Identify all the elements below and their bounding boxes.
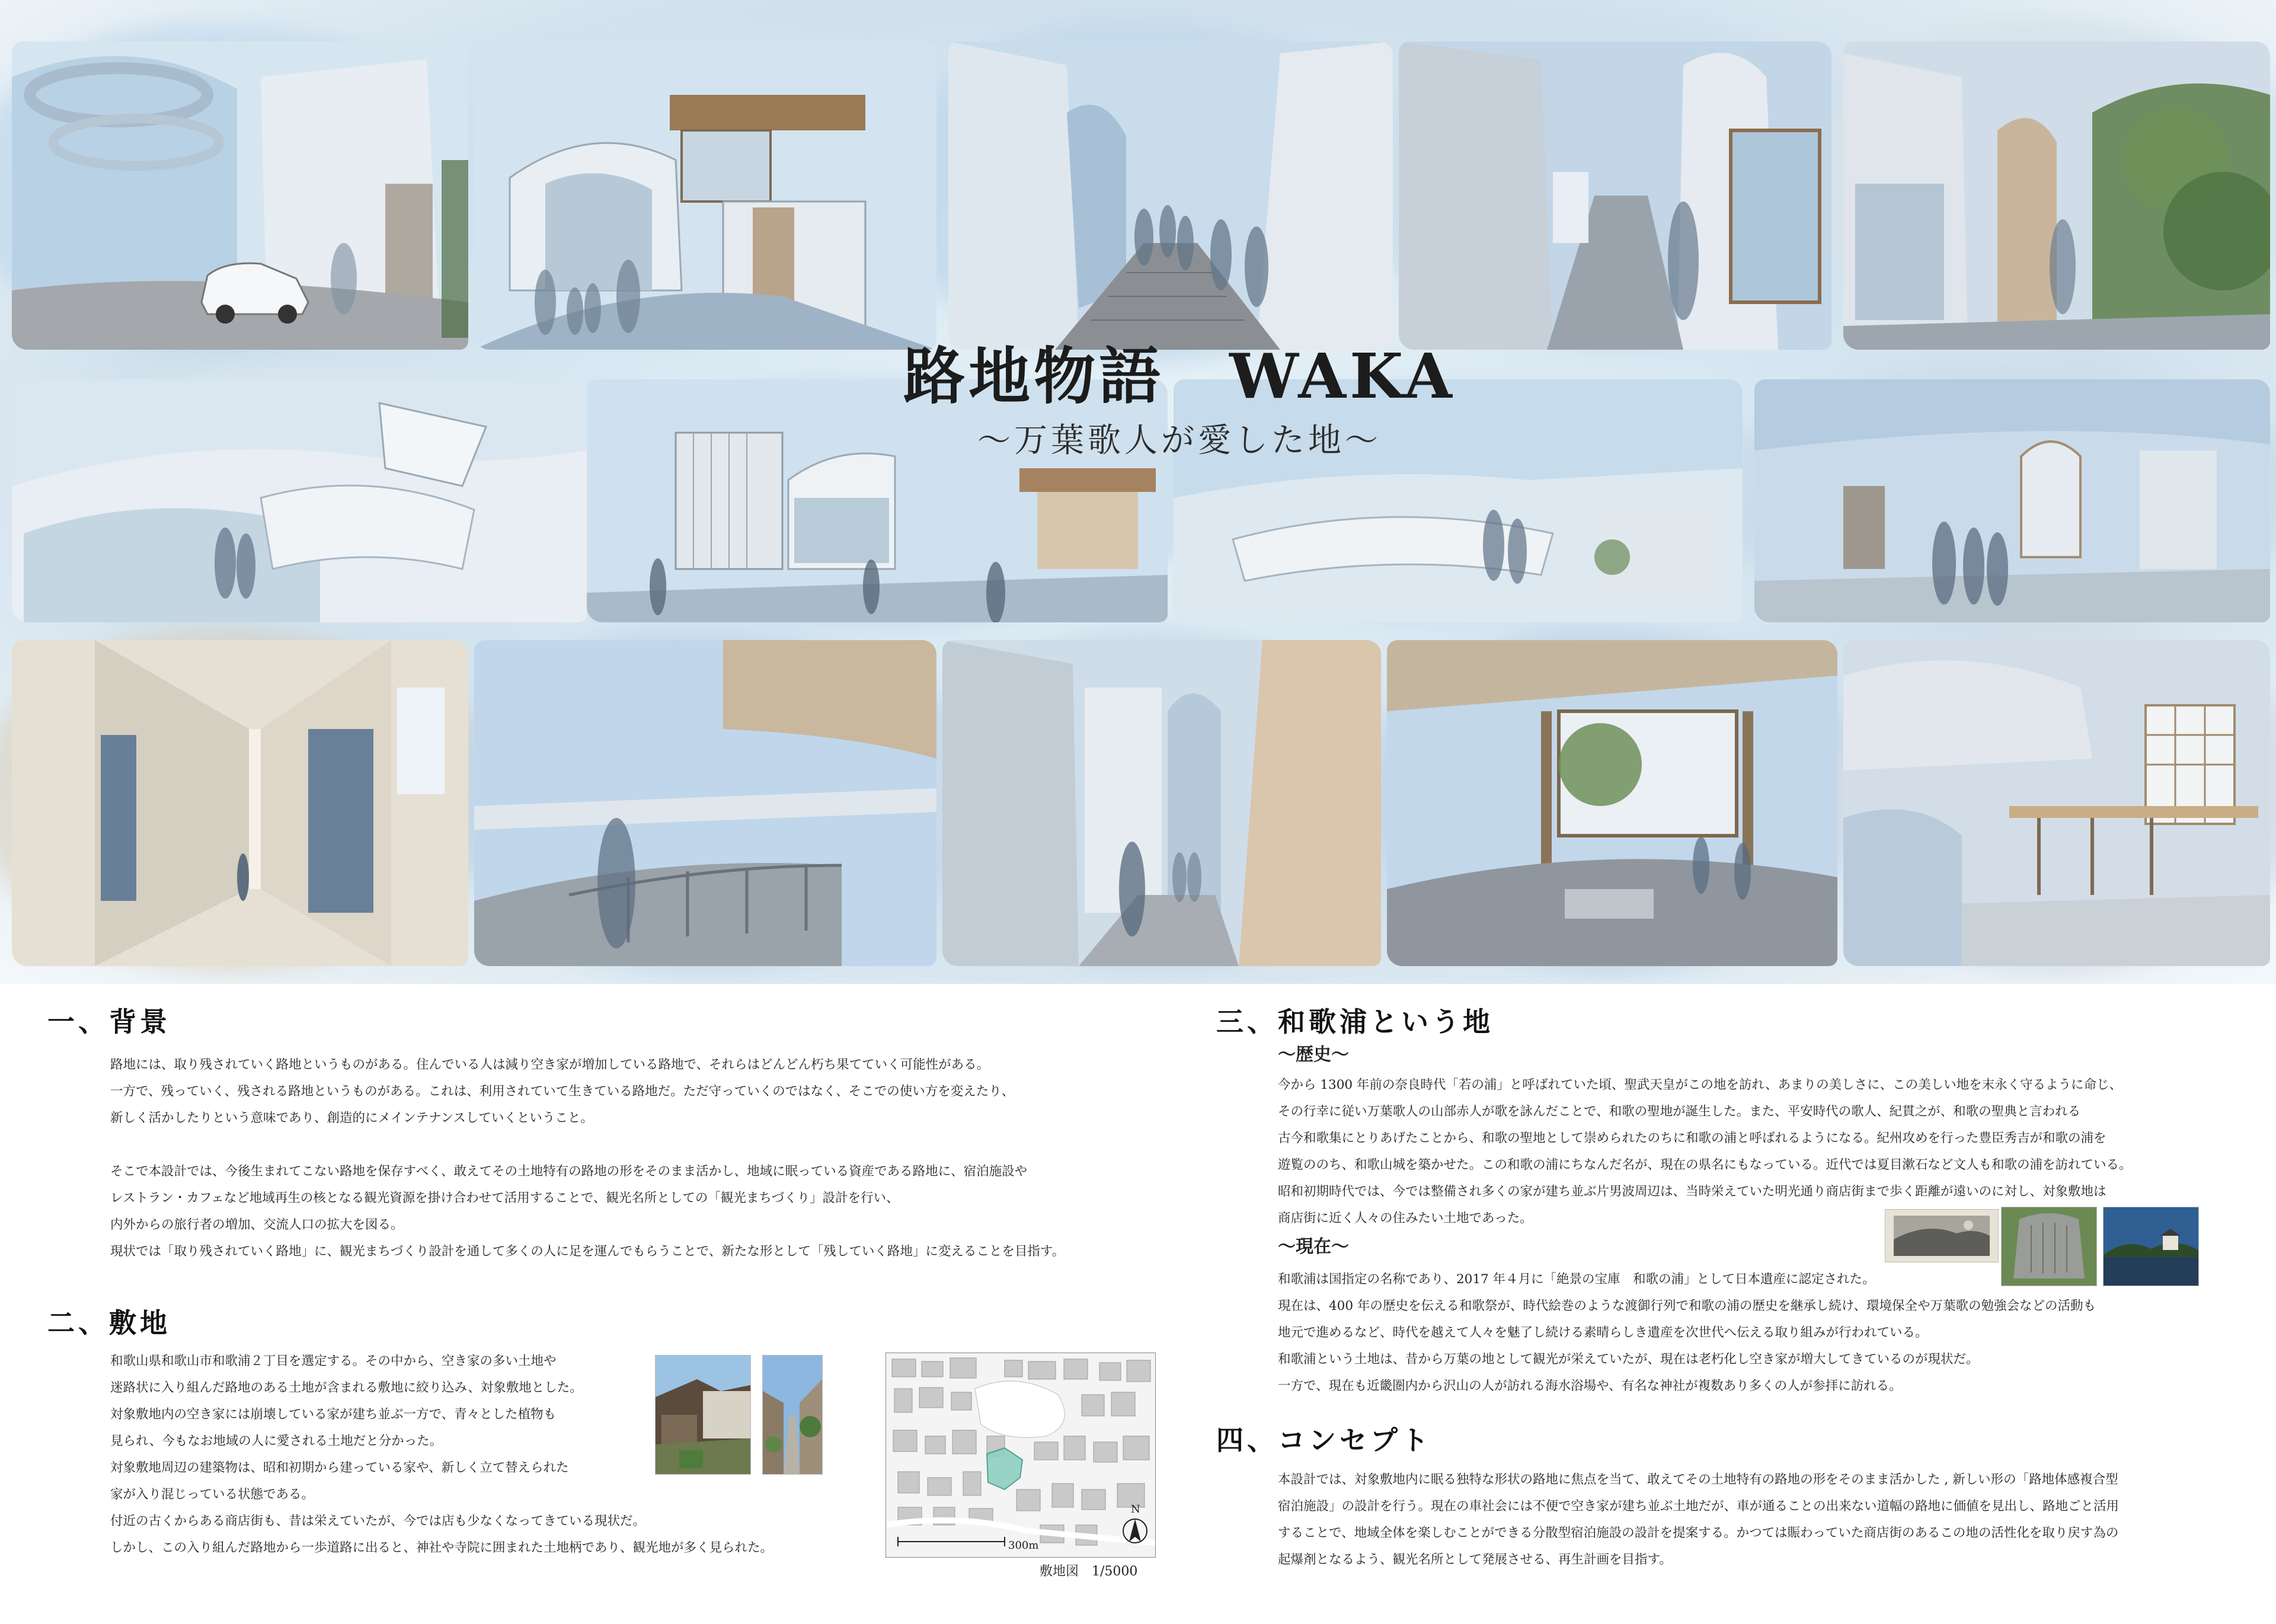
- rendering-panel: [12, 41, 468, 350]
- map-north-label: N: [1131, 1503, 1140, 1516]
- present-heading: ～現在～: [1278, 1236, 1349, 1257]
- text-line: 対象敷地内の空き家には崩壊している家が建ち並ぶ一方で、青々とした植物も: [110, 1407, 557, 1422]
- text-line: 一方で、残っていく、残される路地というものがある。これは、利用されていて生きている路地だ。ただ守っていくのではなく、そこでの使い方を変えたり、: [110, 1084, 1015, 1099]
- section-heading-wakanoura: 三、和歌浦という地: [1216, 1006, 1494, 1038]
- text-line: 和歌山県和歌山市和歌浦２丁目を選定する。その中から、空き家の多い土地や: [110, 1354, 557, 1369]
- text-line: 古今和歌集にとりあげたことから、和歌の聖地として崇められたのちに和歌の浦と呼ばれるようになる。紀州攻めを行った豊臣秀吉が和歌の浦を: [1278, 1131, 2106, 1146]
- text-line: 起爆剤となるよう、観光名所として発展させる、再生計画を目指す。: [1278, 1552, 1672, 1567]
- rendering-panel: [474, 41, 936, 350]
- concept-text: [1278, 1466, 2119, 1573]
- text-line: 地元で進めるなど、時代を越えて人々を魅了し続ける素晴らしき遺産を次世代へ伝える取り組みが行われている。: [1278, 1325, 1928, 1340]
- site-map: [886, 1353, 1156, 1558]
- text-line: 商店街に近く人々の住みたい土地であった。: [1278, 1211, 1533, 1226]
- text-line: 今から 1300 年前の奈良時代「若の浦」と呼ばれていた頃、聖武天皇がこの地を訪れ、あまりの美しさに、この美しい地を末永く守るように命じ、: [1278, 1078, 2122, 1092]
- section-heading-site: 二、敷地: [47, 1307, 171, 1339]
- poster-title: 路地物語 WAKA: [903, 340, 1456, 413]
- section-heading-background: 一、背景: [47, 1006, 171, 1038]
- text-line: 遊覧ののち、和歌山城を築かせた。この和歌の浦にちなんだ名が、現在の県名にもなっている。近代では夏目漱石など文人も和歌の浦を訪れている。: [1278, 1158, 2132, 1172]
- text-line: 和歌浦という土地は、昔から万葉の地として観光が栄えていたが、現在は老朽化し空き家が増大してきているのが現状だ。: [1278, 1352, 1979, 1367]
- rendering-panel: [1399, 41, 1831, 350]
- map-scale-label: 300m: [1008, 1539, 1039, 1552]
- map-caption: 敷地図 1/5000: [1040, 1564, 1138, 1579]
- text-line: そこで本設計では、今後生まれてこない路地を保存すべく、敢えてその土地特有の路地の形をそのまま活かし、地域に眠っている資産である路地に、宿泊施設や: [110, 1164, 1028, 1179]
- text-line: 一方で、現在も近畿圏内から沢山の人が訪れる海水浴場や、有名な神社が複数あり多くの人が参拝に訪れる。: [1278, 1379, 1902, 1393]
- text-line: 本設計では、対象敷地内に眠る独特な形状の路地に焦点を当て、敢えてその土地特有の路地の形をそのまま活かした , 新しい形の「路地体感複合型: [1278, 1472, 2118, 1487]
- text-line: 対象敷地周辺の建築物は、昭和初期から建っている家や、新しく立て替えられた: [110, 1460, 569, 1475]
- text-line: 見られ、今もなお地域の人に愛される土地だと分かった。: [110, 1434, 443, 1449]
- present-text: [1278, 1266, 2096, 1399]
- text-line: 現状では「取り残されていく路地」に、観光まちづくり設計を通して多くの人に足を運んでもらうことで、新たな形として「残していく路地」に変えることを目指す。: [110, 1244, 1065, 1259]
- rendering-panel: [948, 41, 1393, 350]
- rendering-panel: [1843, 41, 2270, 350]
- text-line: 付近の古くからある商店街も、昔は栄えていたが、今では店も少なくなってきている現状だ。: [110, 1514, 646, 1529]
- rendering-panel: [474, 640, 936, 966]
- wakanoura-photo-painting: [1885, 1209, 1999, 1262]
- rendering-panel: [1754, 379, 2270, 622]
- text-line: 内外からの旅行者の増加、交流人口の拡大を図る。: [110, 1217, 404, 1232]
- text-line: することで、地域全体を楽しむことができる分散型宿泊施設の設計を提案する。かつては賑わっていた商店街のあるこの地の活性化を取り戻す為の: [1278, 1526, 2119, 1540]
- rendering-panel: [12, 640, 468, 966]
- rendering-panel: [942, 640, 1381, 966]
- site-photo-alley: [762, 1355, 823, 1475]
- text-line: 宿泊施設」の設計を行う。現在の車社会には不便で空き家が建ち並ぶ土地だが、車が通ることの出来ない道幅の路地に価値を見出し、路地ごと活用: [1278, 1499, 2120, 1514]
- text-line: 昭和初期時代では、今では整備され多くの家が建ち並ぶ片男波周辺は、当時栄えていた明光通り商店街まで歩く距離が遠いのに対し、対象敷地は: [1278, 1184, 2106, 1199]
- text-line: 路地には、取り残されていく路地というものがある。住んでいる人は減り空き家が増加している路地で、それらはどんどん朽ち果てていく可能性がある。: [110, 1057, 990, 1072]
- text-line: [110, 1131, 1065, 1158]
- text-line: その行幸に従い万葉歌人の山部赤人が歌を詠んだことで、和歌の聖地が誕生した。また、平安時代の歌人、紀貫之が、和歌の聖典と言われる: [1278, 1104, 2081, 1119]
- section-heading-concept: 四、コンセプト: [1216, 1424, 1432, 1456]
- text-line: 新しく活かしたりという意味であり、創造的にメインテナンスしていくということ。: [110, 1111, 593, 1126]
- rendering-panel: [1843, 640, 2270, 966]
- text-line: 家が入り混じっている状態である。: [110, 1487, 315, 1502]
- background-text: [110, 1051, 1065, 1265]
- text-line: 迷路状に入り組んだ路地のある土地が含まれる敷地に絞り込み、対象敷地とした。: [110, 1380, 583, 1395]
- poster-subtitle: ～万葉歌人が愛した地～: [977, 421, 1382, 460]
- text-line: しかし、この入り組んだ路地から一歩道路に出ると、神社や寺院に囲まれた土地柄であり、観光地が多く見られた。: [110, 1540, 773, 1555]
- text-line: 現在は、400 年の歴史を伝える和歌祭が、時代絵巻のような渡御行列で和歌の浦の歴史を継承し続け、環境保全や万葉歌の勉強会などの活動も: [1278, 1299, 2096, 1313]
- text-line: レストラン・カフェなど地域再生の核となる観光資源を掛け合わせて活用することで、観光名所としての「観光まちづくり」設計を行い、: [110, 1191, 899, 1206]
- rendering-panel: [1387, 640, 1837, 966]
- site-photo-houses: [655, 1355, 751, 1475]
- title-block: [853, 341, 1505, 483]
- wakanoura-photo-castle: [2103, 1207, 2199, 1286]
- text-line: 和歌浦は国指定の名称であり、2017 年４月に「絶景の宝庫 和歌の浦」として日本遺産に認定された。: [1278, 1272, 1875, 1287]
- history-heading: ～歴史～: [1278, 1044, 1349, 1065]
- rendering-panel: [12, 379, 587, 622]
